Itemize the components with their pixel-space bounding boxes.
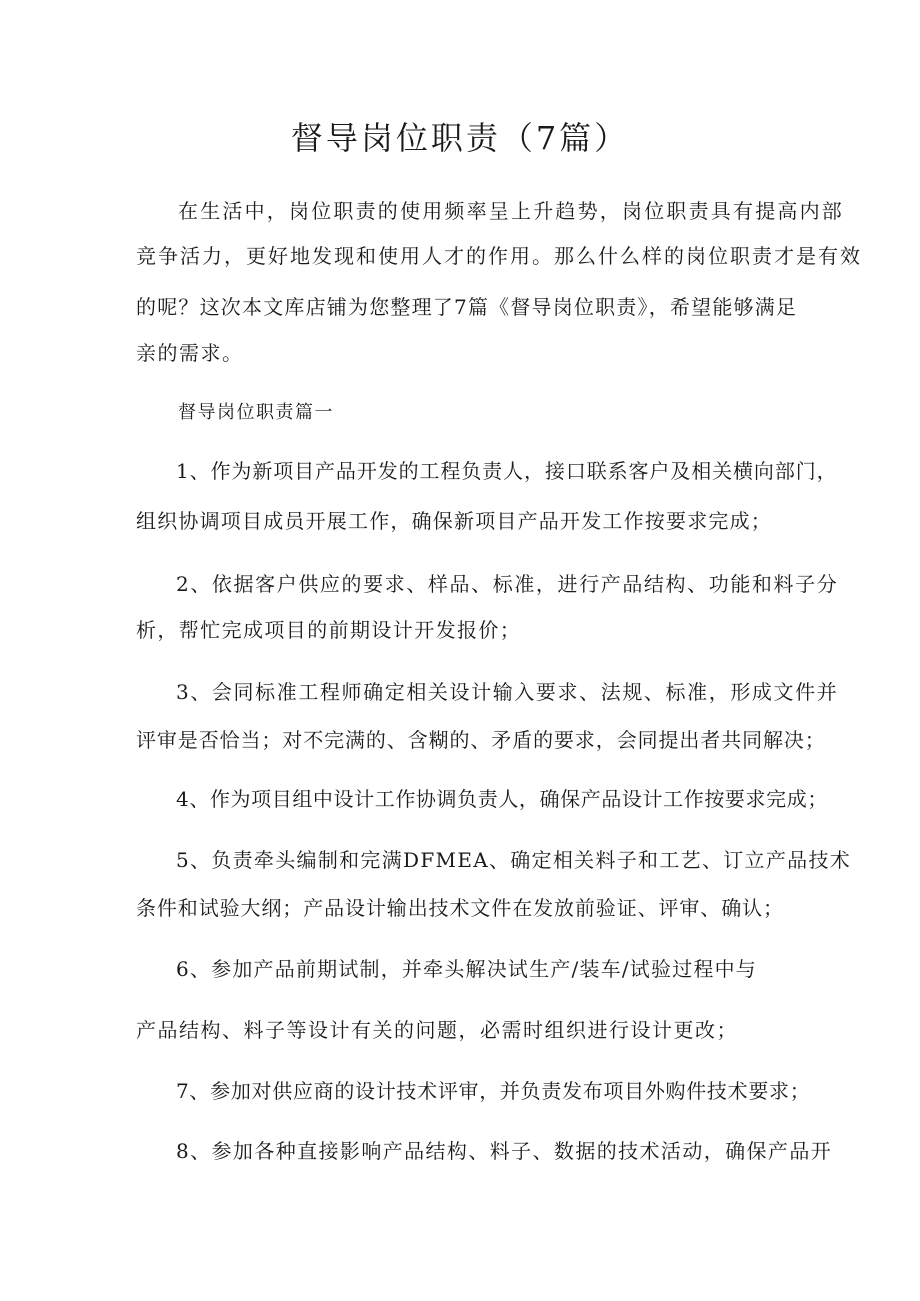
list-item-line: 析，帮忙完成项目的前期设计开发报价； [136, 618, 522, 642]
intro-line: 竞争活力，更好地发现和使用人才的作用。那么什么样的岗位职责才是有效 [136, 244, 862, 268]
list-item-line: 5、负责牵头编制和完满DFMEA、确定相关料子和工艺、订立产品技术 [176, 848, 852, 872]
list-item-line: 2、依据客户供应的要求、样品、标准，进行产品结构、功能和料子分 [176, 572, 839, 596]
document-title: 督导岗位职责（7篇） [290, 119, 630, 157]
list-item-line: 3、会同标准工程师确定相关设计输入要求、法规、标准，形成文件并 [176, 680, 839, 704]
list-item-line: 4、作为项目组中设计工作协调负责人，确保产品设计工作按要求完成； [176, 787, 828, 811]
intro-line: 的呢？这次本文库店铺为您整理了7篇《督导岗位职责》，希望能够满足 [136, 295, 798, 319]
intro-line: 在生活中，岗位职责的使用频率呈上升趋势，岗位职责具有提高内部 [178, 199, 844, 223]
list-item-line: 7、参加对供应商的设计技术评审，并负责发布项目外购件技术要求； [176, 1079, 811, 1103]
list-item-line: 1、作为新项目产品开发的工程负责人，接口联系客户及相关横向部门， [176, 459, 838, 483]
list-item-line: 条件和试验大纲；产品设计输出技术文件在发放前验证、评审、确认； [136, 896, 784, 920]
section-heading: 督导岗位职责篇一 [178, 402, 334, 423]
list-item-line: 评审是否恰当；对不完满的、含糊的、矛盾的要求，会同提出者共同解决； [136, 728, 826, 752]
intro-line: 亲的需求。 [136, 341, 244, 365]
list-item-line: 组织协调项目成员开展工作，确保新项目产品开发工作按要求完成； [136, 509, 772, 533]
list-item-line: 8、参加各种直接影响产品结构、料子、数据的技术活动，确保产品开 [176, 1139, 833, 1163]
list-item-line: 6、参加产品前期试制，并牵头解决试生产/装车/试验过程中与 [176, 957, 758, 981]
list-item-line: 产品结构、料子等设计有关的问题，必需时组织进行设计更改； [136, 1018, 738, 1042]
